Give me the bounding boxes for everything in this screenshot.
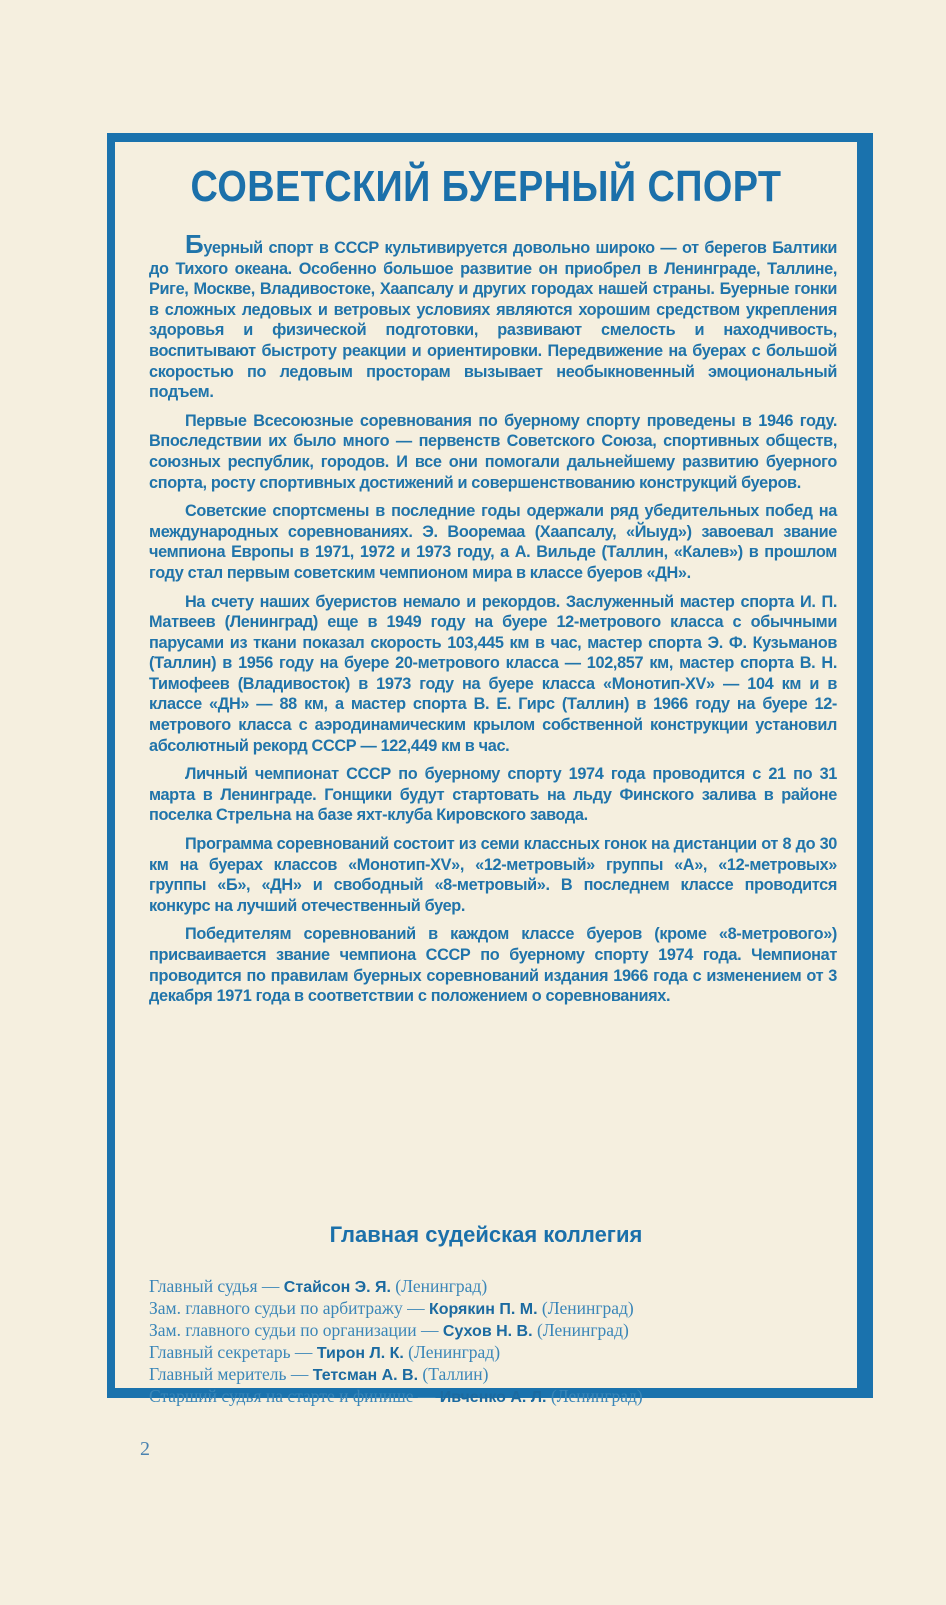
member-name: Сухов Н. В. [442, 1323, 533, 1340]
committee-member [149, 1342, 843, 1364]
article-body [149, 229, 837, 1015]
member-role: Главный меритель — [149, 1364, 313, 1384]
committee-list [149, 1276, 843, 1408]
member-city: (Ленинград) [403, 1342, 501, 1362]
member-name: Тирон Л. К. [316, 1345, 404, 1362]
member-role: Главный судья — [149, 1276, 284, 1296]
committee-member [149, 1298, 843, 1320]
member-city: (Ленинград) [546, 1386, 643, 1406]
member-role: Главный секретарь — [149, 1342, 317, 1362]
member-name: Стайсон Э. Я. [283, 1279, 391, 1296]
committee-member [149, 1320, 843, 1342]
committee-member [149, 1364, 843, 1386]
member-role: Зам. главного судьи по арбитражу — [149, 1298, 429, 1318]
member-city: (Ленинград) [537, 1298, 634, 1318]
page-number: 2 [140, 1438, 150, 1460]
paragraph: Программа соревнований состоит из семи классных гонок на дистанции от 8 до 30 км на буерах классов «Монотип-XV», «12-метровый» группы «А», «12-метровых» группы «Б», «ДН» и свободный «8-метровый». В последнем классе проводится конкурс на лучший отечественный буер. [149, 835, 837, 915]
member-name: Тетсман А. В. [312, 1367, 419, 1384]
committee-member [149, 1276, 843, 1298]
page-title: СОВЕТСКИЙ БУЕРНЫЙ СПОРТ [190, 162, 782, 211]
paragraph: Советские спортсмены в последние годы одержали ряд убедительных побед на международных соревнованиях. Э. Вооремаа (Хаапсалу, «Йыуд») завоевал звание чемпиона Европы в 1971, 1972 и 1973 году, а А. Вильде (Таллин, «Калев») в прошлом году стал первым советским чемпионом мира в классе буеров «ДН». [149, 502, 837, 582]
committee-member [149, 1386, 843, 1408]
paragraph: На счету наших буеристов немало и рекордов. Заслуженный мастер спорта И. П. Матвеев (Ленинград) еще в 1949 году на буере 12-метрового класса с обычными парусами из ткани показал скорость 103,445 км в час, мастер спорта Э. Ф. Кузьманов (Таллин) в 1956 году на буере 20-метрового класса — 102,857 км, мастер спорта В. Н. Тимофеев (Владивосток) в 1973 году на буере класса «Монотип-XV» — 104 км и в классе «ДН» — 88 км, а мастер спорта В. Е. Гирс (Таллин) в 1966 году на буере 12-метрового класса с аэродинамическим крылом собственной конструкции установил абсолютный рекорд СССР — 122,449 км в час. [149, 592, 837, 755]
paragraph: Первые Всесоюзные соревнования по буерному спорту проведены в 1946 году. Впоследствии их было много — первенств Советского Союза, спортивных обществ, союзных республик, городов. И все они помогали дальнейшему развитию буерного спорта, росту спортивных достижений и совершенствованию конструкций буеров. [149, 411, 837, 492]
committee-heading: Главная судейская коллегия [329, 1222, 643, 1247]
paragraph: Буерный спорт в СССР культивируется довольно широко — от берегов Балтики до Тихого океана. Особенно большое развитие он приобрел в Ленинграде, Таллине, Риге, Москве, Владивостоке, Хаапсалу и других городах нашей страны. Буерные гонки в сложных ледовых и ветровых условиях являются хорошим средством укрепления здоровья и физической подготовки, развивают смелость и находчивость, воспитывают быстроту реакции и ориентировки. Передвижение на буерах с большой скоростью по ледовым просторам вызывает необыкновенный эмоциональный подъем. [149, 229, 837, 402]
article-frame [107, 133, 873, 1406]
member-role: Старший судья на старте и финише — [149, 1386, 440, 1406]
member-name: Корякин П. М. [428, 1301, 538, 1318]
member-city: (Ленинград) [532, 1320, 629, 1340]
paragraph: Победителям соревнований в каждом классе буеров (кроме «8-метрового») присваивается звание чемпиона СССР по буерному спорту 1974 года. Чемпионат проводится по правилам буерных соревнований издания 1966 года с изменением от 3 декабря 1971 года в соответствии с положением о соревнованиях. [149, 925, 837, 1006]
member-name: Ивченко А. Л. [439, 1389, 547, 1406]
member-city: (Таллин) [418, 1364, 489, 1384]
member-city: (Ленинград) [390, 1276, 488, 1296]
member-role: Зам. главного судьи по организации — [149, 1320, 443, 1340]
paragraph: Личный чемпионат СССР по буерному спорту 1974 года проводится с 21 по 31 марта в Ленинграде. Гонщики будут стартовать на льду Финского залива в районе поселка Стрельна на базе яхт-клуба Кировского завода. [149, 765, 837, 825]
